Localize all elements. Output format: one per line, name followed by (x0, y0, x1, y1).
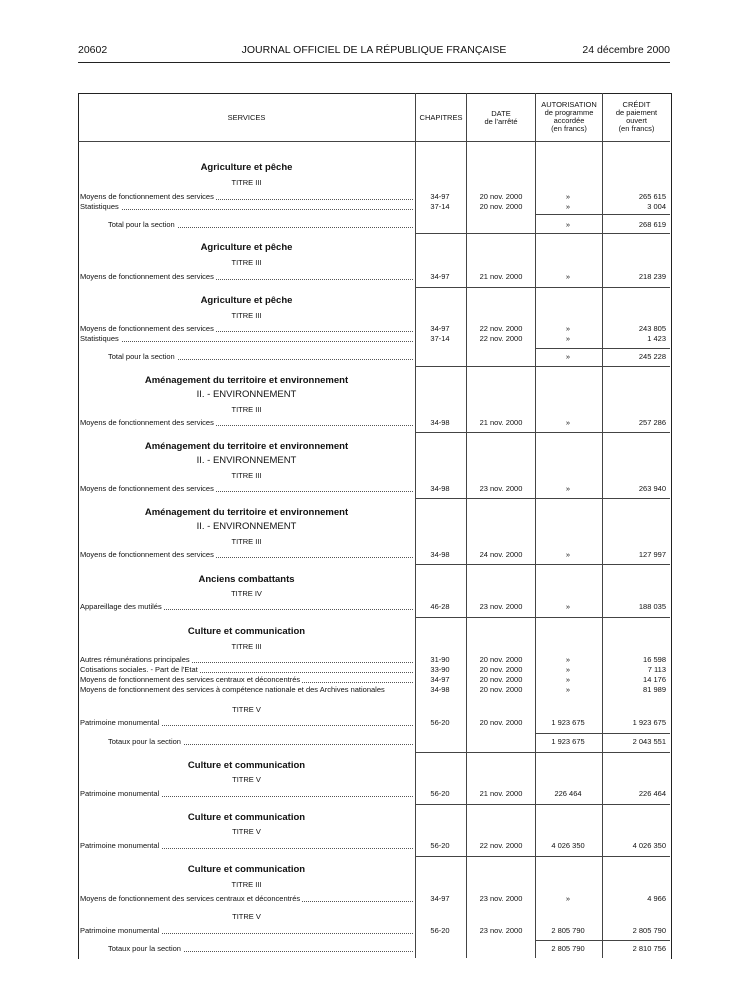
row-chapitre: 34-98 (430, 685, 450, 694)
row-date: 20 nov. 2000 (479, 655, 523, 664)
col-header-credit-line: CRÉDIT (622, 100, 651, 109)
table-row (0, 894, 748, 904)
table-row (0, 418, 748, 428)
table-row (0, 655, 748, 665)
row-credit: 2 043 551 (632, 737, 666, 746)
table-row (0, 202, 748, 212)
section-title: Agriculture et pêche (200, 295, 293, 306)
row-chapitre: 34-97 (430, 324, 450, 333)
section-separator (415, 752, 670, 753)
section-separator (415, 233, 670, 234)
section-title: Agriculture et pêche (200, 162, 293, 173)
row-chapitre: 34-98 (430, 550, 450, 559)
table-row (0, 685, 748, 695)
row-autorisation: » (565, 665, 571, 674)
row-chapitre: 56-20 (430, 841, 450, 850)
row-chapitre: 34-97 (430, 192, 450, 201)
section-separator (415, 804, 670, 805)
section-title: Aménagement du territoire et environnement (144, 507, 349, 518)
table-row (0, 718, 748, 728)
section-separator (415, 856, 670, 857)
publication-date: 24 décembre 2000 (582, 44, 670, 56)
row-date: 21 nov. 2000 (479, 272, 523, 281)
row-autorisation: » (565, 324, 571, 333)
section-titre: TITRE V (232, 705, 261, 714)
section-titre: TITRE III (231, 258, 262, 267)
row-date: 22 nov. 2000 (479, 324, 523, 333)
section-titre: TITRE V (232, 827, 261, 836)
row-autorisation: » (565, 602, 571, 611)
row-autorisation: » (565, 418, 571, 427)
row-autorisation: 1 923 675 (551, 718, 585, 727)
row-chapitre: 37-14 (430, 334, 450, 343)
table-row (0, 324, 748, 334)
row-date: 23 nov. 2000 (479, 894, 523, 903)
table-row (0, 789, 748, 799)
section-subtitle: II. - ENVIRONNEMENT (196, 455, 297, 466)
row-date: 20 nov. 2000 (479, 665, 523, 674)
section-titre: TITRE III (231, 642, 262, 651)
row-label: Patrimoine monumental (80, 926, 413, 936)
row-credit: 3 004 (647, 202, 666, 211)
section-title: Agriculture et pêche (200, 242, 293, 253)
row-label: Total pour la section (108, 352, 413, 362)
row-chapitre: 34-97 (430, 272, 450, 281)
row-label: Moyens de fonctionnement des services (80, 272, 413, 282)
total-rule (535, 348, 670, 349)
col-header-chapitres: CHAPITRES (419, 113, 463, 122)
row-label: Autres rémunérations principales (80, 655, 413, 665)
section-titre: TITRE IV (231, 589, 262, 598)
col-header-date-line: de l'arrêté (484, 117, 518, 126)
row-credit: 188 035 (638, 602, 666, 611)
row-credit: 14 176 (643, 675, 666, 684)
row-chapitre: 56-20 (430, 926, 450, 935)
section-separator (415, 617, 670, 618)
section-subtitle: II. - ENVIRONNEMENT (196, 389, 297, 400)
row-credit: 1 423 (647, 334, 666, 343)
row-chapitre: 37-14 (430, 202, 450, 211)
row-date: 22 nov. 2000 (479, 334, 523, 343)
section-separator (415, 287, 670, 288)
row-label: Moyens de fonctionnement des services (80, 550, 413, 560)
row-chapitre: 56-20 (430, 718, 450, 727)
row-autorisation: » (565, 334, 571, 343)
row-autorisation: » (565, 202, 571, 211)
section-titre: TITRE V (232, 775, 261, 784)
col-header-credit-line: de paiement (615, 108, 658, 117)
row-autorisation: » (565, 894, 571, 903)
section-titre: TITRE III (231, 178, 262, 187)
section-titre: TITRE III (231, 405, 262, 414)
row-label: Totaux pour la section (108, 944, 413, 954)
col-header-date-line: DATE (491, 109, 511, 118)
row-date: 20 nov. 2000 (479, 202, 523, 211)
row-date: 20 nov. 2000 (479, 685, 523, 694)
col-header-auth-line: AUTORISATION (541, 100, 597, 109)
journal-title: JOURNAL OFFICIEL DE LA RÉPUBLIQUE FRANÇAISE (241, 44, 507, 56)
col-header-services: SERVICES (227, 113, 266, 122)
row-chapitre: 33-90 (430, 665, 450, 674)
row-credit: 218 239 (638, 272, 666, 281)
row-credit: 7 113 (647, 665, 666, 674)
table-row-total (0, 737, 748, 747)
row-date: 23 nov. 2000 (479, 484, 523, 493)
table-row-total (0, 220, 748, 230)
row-chapitre: 34-97 (430, 894, 450, 903)
row-credit: 127 997 (638, 550, 666, 559)
row-label: Patrimoine monumental (80, 841, 413, 851)
page-number: 20602 (78, 44, 108, 56)
row-date: 21 nov. 2000 (479, 789, 523, 798)
total-rule (535, 214, 670, 215)
row-autorisation: 1 923 675 (551, 737, 585, 746)
section-title: Aménagement du territoire et environnement (144, 441, 349, 452)
row-label: Patrimoine monumental (80, 718, 413, 728)
col-header-credit-line: ouvert (626, 116, 647, 125)
row-label: Moyens de fonctionnement des services (80, 324, 413, 334)
col-header-autorisation (536, 101, 602, 133)
row-date: 20 nov. 2000 (479, 192, 523, 201)
section-title: Anciens combattants (198, 574, 295, 585)
col-header-credit (603, 101, 670, 133)
row-autorisation: 226 464 (554, 789, 582, 798)
section-separator (415, 564, 670, 565)
row-credit: 243 805 (638, 324, 666, 333)
row-chapitre: 56-20 (430, 789, 450, 798)
row-autorisation: » (565, 352, 571, 361)
col-header-auth-line: accordée (553, 116, 585, 125)
row-label: Statistiques (80, 334, 413, 344)
row-credit: 2 810 756 (632, 944, 666, 953)
row-autorisation: 4 026 350 (551, 841, 585, 850)
row-label: Total pour la section (108, 220, 413, 230)
row-label: Statistiques (80, 202, 413, 212)
section-titre: TITRE III (231, 537, 262, 546)
row-date: 20 nov. 2000 (479, 718, 523, 727)
row-autorisation: » (565, 220, 571, 229)
section-title: Culture et communication (187, 864, 306, 875)
row-credit: 226 464 (638, 789, 666, 798)
row-autorisation: 2 805 790 (551, 944, 585, 953)
row-label: Patrimoine monumental (80, 789, 413, 799)
row-date: 22 nov. 2000 (479, 841, 523, 850)
table-row (0, 602, 748, 612)
section-title: Culture et communication (187, 626, 306, 637)
row-label: Moyens de fonctionnement des services à compétence nationale et des Archives nationales (80, 685, 385, 694)
section-separator (415, 432, 670, 433)
row-date: 24 nov. 2000 (479, 550, 523, 559)
col-header-auth-line: (en francs) (551, 124, 587, 133)
row-date: 21 nov. 2000 (479, 418, 523, 427)
row-autorisation: » (565, 272, 571, 281)
col-header-date (467, 110, 535, 126)
table-row (0, 484, 748, 494)
row-date: 23 nov. 2000 (479, 926, 523, 935)
row-chapitre: 31-90 (430, 655, 450, 664)
row-chapitre: 34-98 (430, 484, 450, 493)
row-chapitre: 46-28 (430, 602, 450, 611)
row-chapitre: 34-98 (430, 418, 450, 427)
header-bottom-rule (78, 141, 670, 142)
row-autorisation: » (565, 675, 571, 684)
row-autorisation: 2 805 790 (551, 926, 585, 935)
total-rule (535, 940, 670, 941)
section-titre: TITRE III (231, 880, 262, 889)
section-titre: TITRE III (231, 311, 262, 320)
row-date: 23 nov. 2000 (479, 602, 523, 611)
table-row (0, 926, 748, 936)
table-row (0, 334, 748, 344)
row-autorisation: » (565, 484, 571, 493)
row-label: Totaux pour la section (108, 737, 413, 747)
row-label: Appareillage des mutilés (80, 602, 413, 612)
row-credit: 16 598 (643, 655, 666, 664)
table-row (0, 665, 748, 675)
section-title: Culture et communication (187, 760, 306, 771)
table-row (0, 272, 748, 282)
row-credit: 257 286 (638, 418, 666, 427)
row-autorisation: » (565, 685, 571, 694)
row-credit: 263 940 (638, 484, 666, 493)
row-label: Moyens de fonctionnement des services (80, 484, 413, 494)
table-row (0, 841, 748, 851)
table-row-total (0, 944, 748, 954)
col-header-credit-line: (en francs) (618, 124, 655, 133)
section-title: Culture et communication (187, 812, 306, 823)
section-titre: TITRE III (231, 471, 262, 480)
header-rule (78, 62, 670, 63)
row-credit: 265 615 (638, 192, 666, 201)
total-rule (535, 733, 670, 734)
row-credit: 2 805 790 (632, 926, 666, 935)
row-label: Moyens de fonctionnement des services (80, 418, 413, 428)
table-row (0, 675, 748, 685)
table-row (0, 192, 748, 202)
section-separator (415, 498, 670, 499)
row-credit: 1 923 675 (632, 718, 666, 727)
row-label: Cotisations sociales. - Part de l'Etat (80, 665, 413, 675)
row-credit: 268 619 (638, 220, 666, 229)
section-titre: TITRE V (232, 912, 261, 921)
row-label: Moyens de fonctionnement des services centraux et déconcentrés (80, 675, 413, 685)
section-separator (415, 366, 670, 367)
table-row (0, 550, 748, 560)
row-credit: 245 228 (638, 352, 666, 361)
row-autorisation: » (565, 192, 571, 201)
row-credit: 4 026 350 (632, 841, 666, 850)
row-label: Moyens de fonctionnement des services centraux et déconcentrés (80, 894, 413, 904)
table-row-total (0, 352, 748, 362)
section-subtitle: II. - ENVIRONNEMENT (196, 521, 297, 532)
row-chapitre: 34-97 (430, 675, 450, 684)
row-date: 20 nov. 2000 (479, 675, 523, 684)
row-credit: 4 966 (647, 894, 666, 903)
section-title: Aménagement du territoire et environnement (144, 375, 349, 386)
col-header-auth-line: de programme (544, 108, 594, 117)
row-label: Moyens de fonctionnement des services (80, 192, 413, 202)
row-autorisation: » (565, 655, 571, 664)
row-autorisation: » (565, 550, 571, 559)
row-credit: 81 989 (643, 685, 666, 694)
